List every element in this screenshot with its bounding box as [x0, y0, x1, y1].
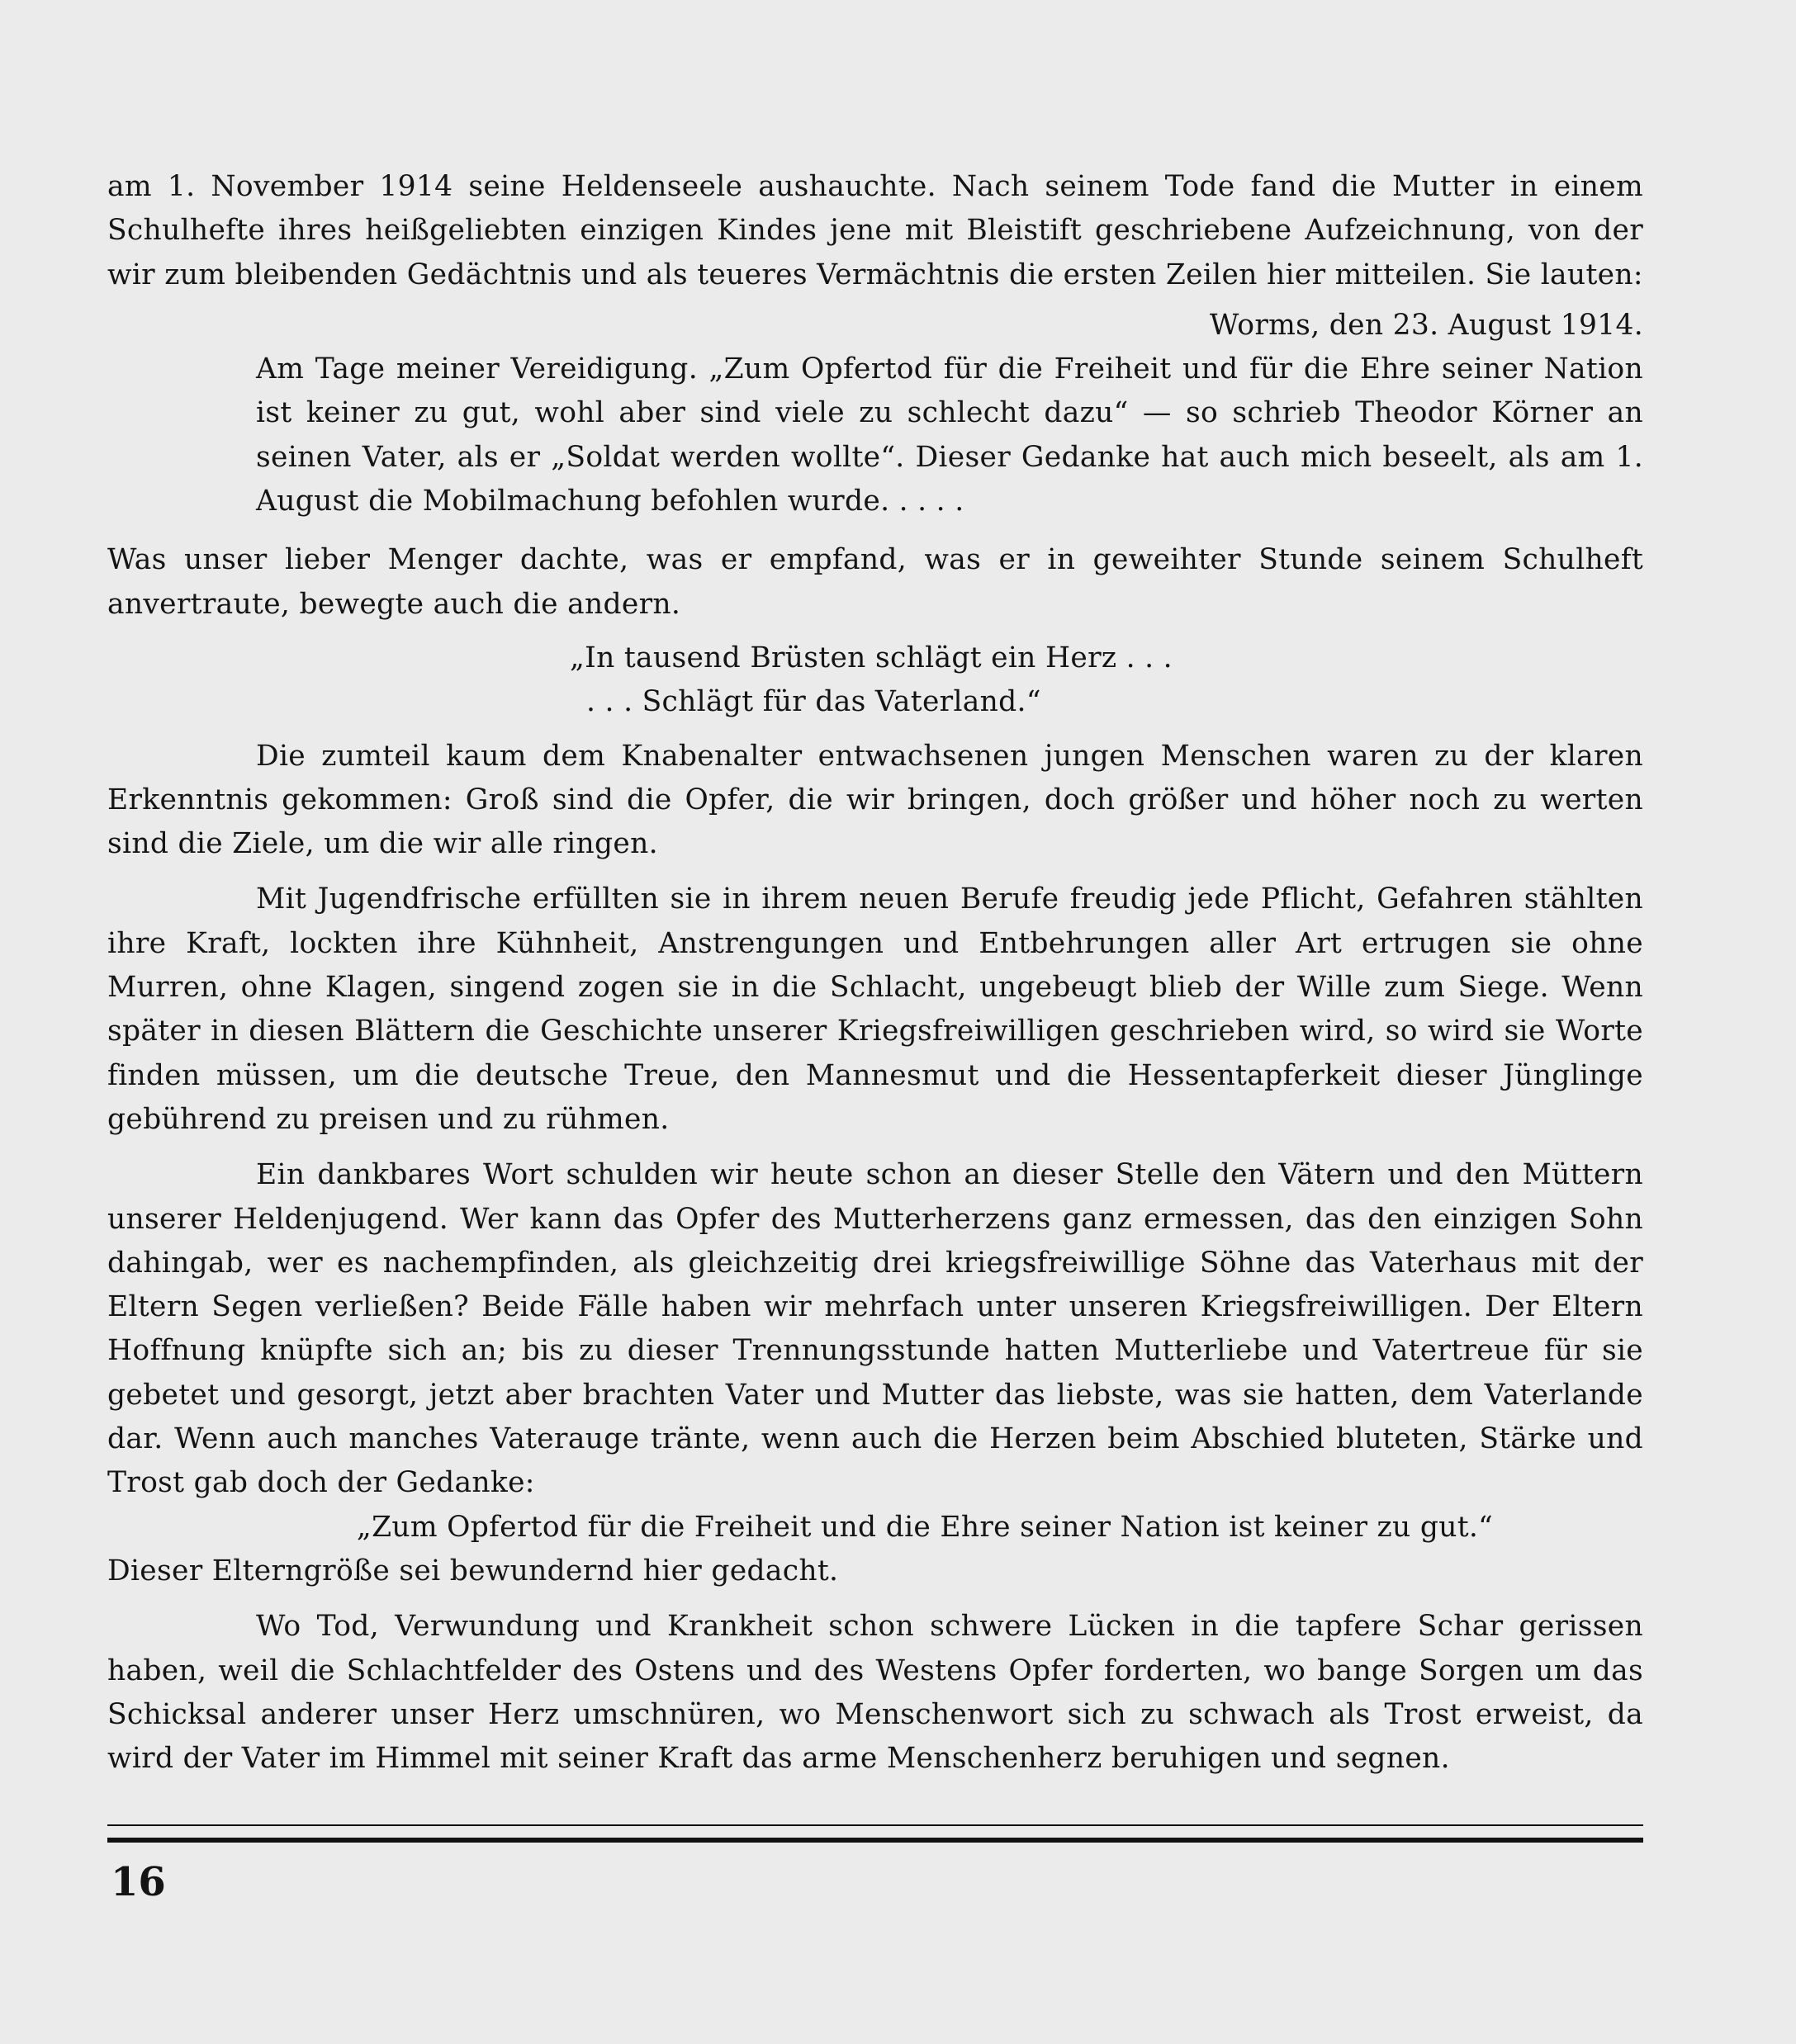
paragraph-opfer: Die zumteil kaum dem Knabenalter entwachsenen jungen Menschen waren zu der klaren Erkenntnis gekommen: Groß sind die Opfer, die wir bringen, doch größer und höher noch zu werten sind die Ziele, um die wir alle ringen.: [107, 739, 1643, 861]
paragraph-eltern: Ein dankbares Wort schulden wir heute schon an dieser Stelle den Vätern und den Müttern unserer Heldenjugend. Wer kann das Opfer des Mutterherzens ganz ermessen, das den einzigen Sohn dahingab, wer es nachempfinden, als gleichzeitig drei kriegsfreiwillige Söhne das Vaterhaus mit der Eltern Segen verließen? Beide Fälle haben wir mehrfach unter unseren Kriegsfreiwilligen. Der Eltern Hoffnung knüpfte sich an; bis zu dieser Trennungsstunde hatten Mutterliebe und Vatertreue für sie gebetet und gesorgt, jetzt aber brachten Vater und Mutter das liebste, was sie hatten, dem Vaterlande dar. Wenn auch manches Vaterauge tränte, wenn auch die Herzen beim Abschied bluteten, Stärke und Trost gab doch der Gedanke:: [107, 1158, 1643, 1500]
verse-line-2: . . . Schlägt für das Vaterland.“: [586, 685, 1041, 719]
footer-rule-thin: [107, 1824, 1643, 1826]
page-number: 16: [111, 1859, 166, 1905]
paragraph-elterngroesse: Dieser Elterngröße sei bewundernd hier gedacht.: [107, 1554, 839, 1587]
paragraph-menger: Was unser lieber Menger dachte, was er empfand, was er in geweihter Stunde seinem Schulheft anvertraute, bewegte auch die andern.: [107, 543, 1643, 621]
letter-dateline: Worms, den 23. August 1914.: [1209, 308, 1643, 342]
paragraph-intro: am 1. November 1914 seine Heldenseele aushauchte. Nach seinem Tode fand die Mutter in einem Schulhefte ihres heißgeliebten einzigen Kindes jene mit Bleistift geschriebene Aufzeichnung, von der wir zum bleibenden Gedächtnis und als teueres Vermächtnis die ersten Zeilen hier mitteilen. Sie lauten:: [107, 170, 1643, 291]
body-text: [107, 165, 1643, 1781]
korner-quote: „Zum Opfertod für die Freiheit und die Ehre seiner Nation ist keiner zu gut.“: [356, 1510, 1494, 1544]
paragraph-trost: Wo Tod, Verwundung und Krankheit schon schwere Lücken in die tapfere Schar gerissen haben, weil die Schlachtfelder des Ostens und des Westens Opfer forderten, wo bange Sorgen um das Schicksal anderer unser Herz umschnüren, wo Menschenwort sich zu schwach als Trost erweist, da wird der Vater im Himmel mit seiner Kraft das arme Menschenherz beruhigen und segnen.: [107, 1610, 1643, 1776]
footer-rule-thick: [107, 1838, 1643, 1843]
paragraph-jugendfrische: Mit Jugendfrische erfüllten sie in ihrem neuen Berufe freudig jede Pflicht, Gefahren stählten ihre Kraft, lockten ihre Kühnheit, Anstrengungen und Entbehrungen aller Art ertrugen sie ohne Murren, ohne Klagen, singend zogen sie in die Schlacht, ungebeugt blieb der Wille zum Siege. Wenn später in diesen Blättern die Geschichte unserer Kriegsfreiwilligen geschrieben wird, so wird sie Worte finden müssen, um die deutsche Treue, den Mannesmut und die Hessentapferkeit dieser Jünglinge gebührend zu preisen und zu rühmen.: [107, 882, 1643, 1136]
letter-excerpt: [256, 348, 1643, 523]
verse-line-1: „In tausend Brüsten schlägt ein Herz . . .: [570, 641, 1173, 674]
verse-quote: [570, 636, 1643, 725]
letter-text: Am Tage meiner Vereidigung. „Zum Opfertod für die Freiheit und für die Ehre seiner Nation ist keiner zu gut, wohl aber sind viele zu schlecht dazu“ — so schrieb Theodor Körner an seinen Vater, als er „Soldat werden wollte“. Dieser Gedanke hat auch mich beseelt, als am 1. August die Mobilmachung befohlen wurde. . . . .: [256, 352, 1643, 518]
